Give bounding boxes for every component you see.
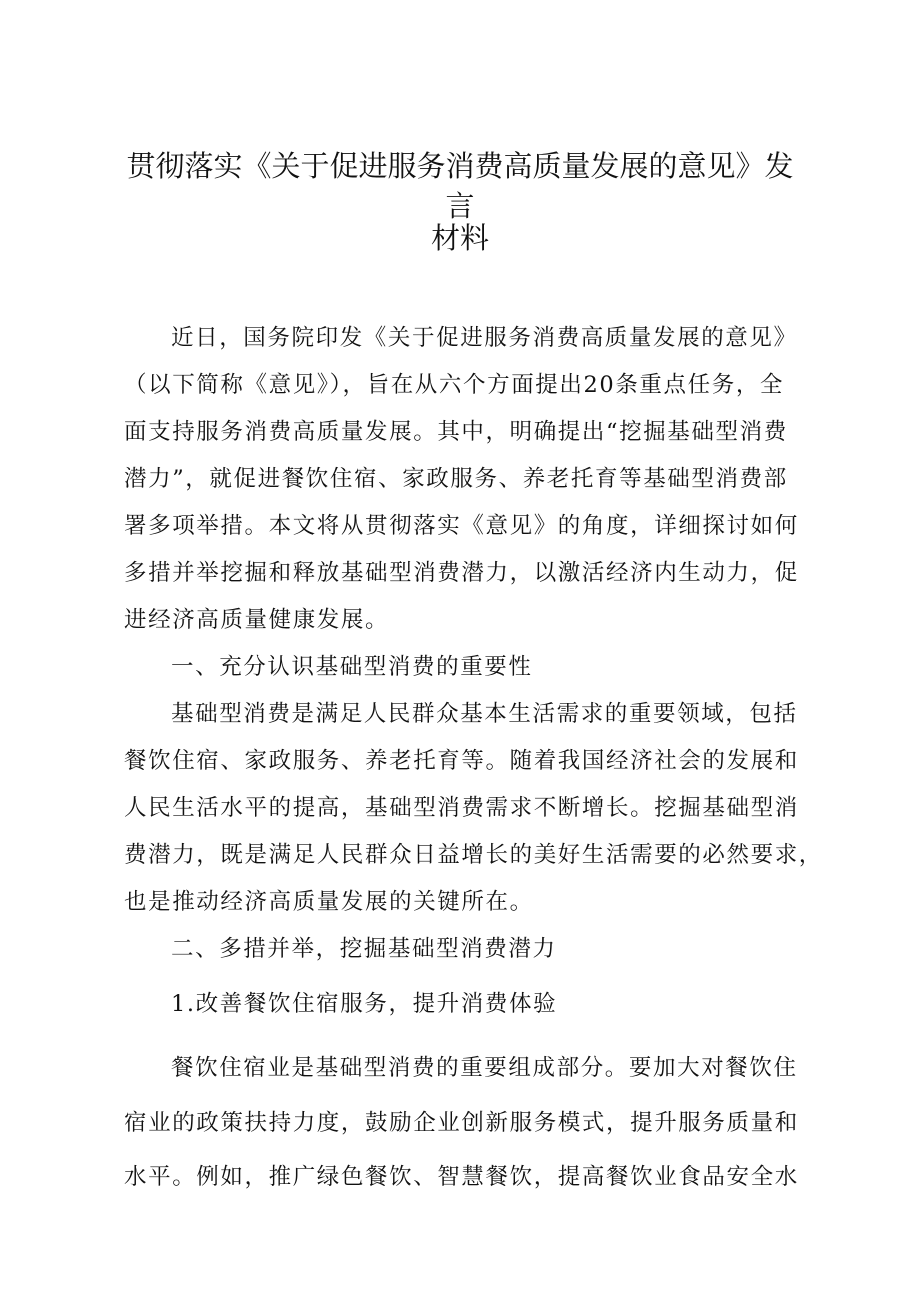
paragraph-line: 也是推动经济高质量发展的关键所在。 [124,889,534,915]
subsection-heading: 1.改善餐饮住宿服务，提升消费体验 [171,991,558,1017]
paragraph-line: （以下简称《意见》），旨在从六个方面提出20条重点任务，全 [124,372,785,398]
section-heading: 二、多措并举，挖掘基础型消费潜力 [171,936,557,962]
paragraph-line: 餐饮住宿业是基础型消费的重要组成部分。要加大对餐饮住 [171,1055,798,1081]
document-title-line-1: 贯彻落实《关于促进服务消费高质量发展的意见》发言 [126,149,794,223]
paragraph-line: 宿业的政策扶持力度，鼓励企业创新服务模式，提升服务质量和 [124,1110,799,1136]
paragraph-line: 餐饮住宿、家政服务、养老托育等。随着我国经济社会的发展和 [124,748,799,774]
paragraph-line: 进经济高质量健康发展。 [124,607,390,633]
paragraph-line: 潜力”，就促进餐饮住宿、家政服务、养老托育等基础型消费部 [124,466,788,492]
paragraph-line: 人民生活水平的提高，基础型消费需求不断增长。挖掘基础型消 [124,795,799,821]
document-title-line-2: 材料 [430,221,489,255]
paragraph-line: 署多项举措。本文将从贯彻落实《意见》的角度，详细探讨如何 [124,513,799,539]
paragraph-line: 水平。例如，推广绿色餐饮、智慧餐饮，提高餐饮业食品安全水 [124,1164,799,1190]
paragraph-line: 基础型消费是满足人民群众基本生活需求的重要领域，包括 [171,701,798,727]
paragraph-line: 多措并举挖掘和释放基础型消费潜力，以激活经济内生动力，促 [124,560,799,586]
paragraph-line: 费潜力，既是满足人民群众日益增长的美好生活需要的必然要求， [124,842,823,868]
paragraph-line: 近日，国务院印发《关于促进服务消费高质量发展的意见》 [171,325,798,351]
paragraph-line: 面支持服务消费高质量发展。其中，明确提出“挖掘基础型消费 [124,419,788,445]
section-heading: 一、充分认识基础型消费的重要性 [171,654,533,680]
